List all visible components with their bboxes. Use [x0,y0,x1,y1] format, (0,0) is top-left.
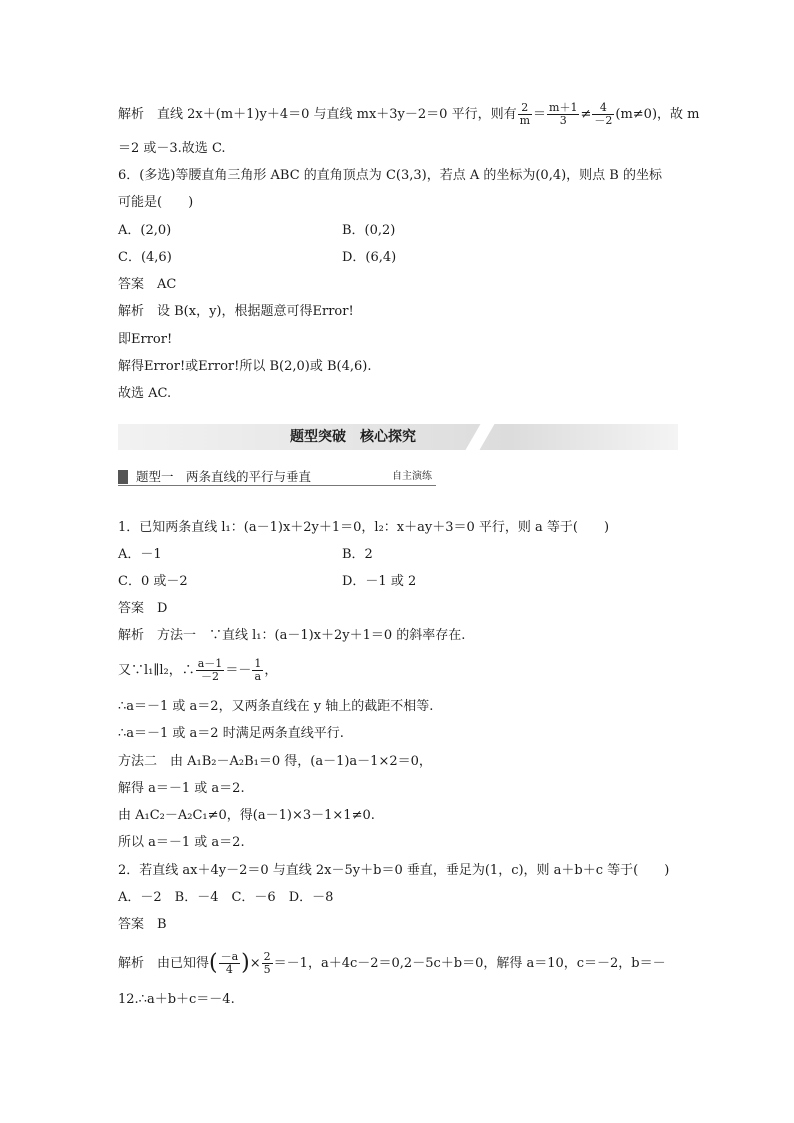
frac-num: 4 [592,102,614,115]
fraction [262,951,273,976]
frac-num: m＋1 [549,101,578,114]
solution-text: ＝－1，a＋4c－2＝0,2－5c＋b＝0，解得 a＝10，c＝－2，b＝－ [273,956,666,971]
fraction [252,658,263,683]
q6-option-c: C．(4,6) [118,250,172,265]
topic-header [118,468,436,486]
topic-underline [118,485,436,486]
frac-den: 3 [559,114,567,127]
q1-option-a: A．－1 [118,547,162,562]
q1-stem: 1．已知两条直线 l₁：(a－1)x＋2y＋1＝0，l₂：x＋ay＋3＝0 平行，则 a 等于( ) [118,520,610,535]
right-paren: ) [241,950,250,976]
q6-solution-4: 故选 AC. [118,386,172,401]
q6-answer: 答案 AC [118,277,177,292]
q1-option-b: B．2 [342,547,373,562]
equals: ＝ [533,107,547,122]
fraction [547,102,579,127]
frac-num: 2 [518,102,532,115]
q6-solution-3: 解得Error!或Error!所以 B(2,0)或 B(4,6). [118,359,372,374]
q2-options: A．－2 B．－4 C．－6 D．－8 [118,890,334,905]
equals: ＝－ [225,663,252,678]
prev-solution-line-2: ＝2 或－3.故选 C. [118,141,226,156]
solution-text: 解析 由已知得 [118,956,210,971]
frac-den: a [254,670,262,683]
q1-solution-7: 由 A₁C₂－A₂C₁≠0，得(a－1)×3－1×1≠0. [118,808,375,823]
solution-text: (m≠0)，故 m [615,107,700,122]
q1-solution-3: ∴a＝－1 或 a＝2，又两条直线在 y 轴上的截距不相等. [118,699,434,714]
fraction [219,951,241,976]
q1-option-d: D．－1 或 2 [342,574,417,589]
left-paren: ( [209,950,218,976]
frac-num: 1 [254,657,262,670]
q6-solution-2: 即Error! [118,332,173,347]
q1-solution-1: 解析 方法一 ∵直线 l₁：(a－1)x＋2y＋1＝0 的斜率存在. [118,628,466,643]
q2-solution-2: 12.∴a＋b＋c＝－4. [118,992,235,1007]
topic-title: 题型一 两条直线的平行与垂直 [136,469,312,484]
frac-num: －a [220,950,239,963]
q2-answer: 答案 B [118,917,167,932]
fraction [592,102,614,127]
q1-solution-5: 方法二 由 A₁B₂－A₂B₁＝0 得，(a－1)a－1×2＝0， [118,754,432,769]
solution-text: 解析 直线 2x＋(m＋1)y＋4＝0 与直线 mx＋3y－2＝0 平行，则有 [118,107,517,122]
frac-num: 2 [263,950,271,963]
q1-solution-4: ∴a＝－1 或 a＝2 时满足两条直线平行. [118,726,344,741]
not-equal: ≠ [580,107,592,122]
q1-solution-8: 所以 a＝－1 或 a＝2. [118,835,245,850]
frac-den: m [519,114,531,127]
q1-solution-6: 解得 a＝－1 或 a＝2. [118,781,245,796]
q2-stem: 2．若直线 ax＋4y－2＝0 与直线 2x－5y＋b＝0 垂直，垂足为(1，c)，则 a＋b＋c 等于( ) [118,863,670,878]
frac-den: －2 [594,114,613,127]
fraction [518,102,532,127]
q6-stem-2: 可能是( ) [118,195,194,210]
q6-option-d: D．(6,4) [342,250,397,265]
q6-stem-1: 6．(多选)等腰直角三角形 ABC 的直角顶点为 C(3,3)，若点 A 的坐标为(0,4)，则点 B 的坐标 [118,168,662,183]
q2-solution-1 [118,951,666,976]
q1-answer: 答案 D [118,601,168,616]
banner-title: 题型突破 核心探究 [290,429,416,445]
q6-solution-1: 解析 设 B(x，y)，根据题意可得Error! [118,304,354,319]
q1-solution-2 [118,658,277,683]
frac-den: 4 [225,963,233,976]
prev-solution-line-1 [118,102,699,127]
frac-den: 5 [263,963,271,976]
bookmark-icon [118,470,128,484]
topic-tag: 自主演练 [392,471,432,482]
section-banner [118,424,678,450]
solution-text: ， [264,663,278,678]
fraction [196,658,225,683]
q6-option-a: A．(2,0) [118,223,172,238]
q1-option-c: C．0 或－2 [118,574,188,589]
frac-num: a－1 [197,657,223,670]
solution-text: 又∵l₁∥l₂，∴ [118,663,195,678]
frac-den: －2 [201,670,220,683]
q6-option-b: B．(0,2) [342,223,396,238]
times-sign: × [249,956,261,971]
